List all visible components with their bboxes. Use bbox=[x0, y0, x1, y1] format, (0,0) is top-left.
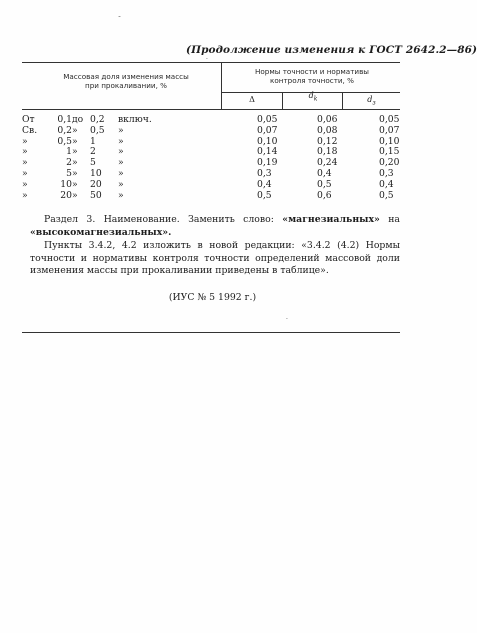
cell-delta: 0,05 bbox=[257, 114, 278, 125]
table-row bbox=[22, 158, 419, 169]
ius-note: (ИУС № 5 1992 г.) bbox=[168, 292, 257, 303]
cell-dz: 0,07 bbox=[379, 124, 400, 136]
cell-from: 0,2 bbox=[57, 124, 72, 136]
cell-dk: 0,5 bbox=[317, 178, 332, 190]
cell-from: 0,1 bbox=[57, 114, 72, 125]
cell-to: 0,2 bbox=[90, 114, 105, 125]
table-row bbox=[22, 115, 419, 126]
cell-delta: 0,3 bbox=[257, 167, 272, 179]
subheader-dz: $d_з$ bbox=[367, 95, 376, 107]
table-row bbox=[22, 126, 419, 137]
cell-delta: 0,10 bbox=[257, 135, 278, 147]
subheader-delta: Δ bbox=[249, 95, 255, 104]
cell-suffix: включ. bbox=[118, 114, 152, 125]
table-header-bottom-rule bbox=[22, 109, 400, 110]
cell-delta: 0,4 bbox=[257, 178, 272, 190]
table-row bbox=[22, 137, 419, 148]
cell-dz: 0,20 bbox=[379, 157, 400, 169]
cell-from: 2 bbox=[66, 157, 72, 169]
cell-delta: 0,07 bbox=[257, 124, 278, 136]
cell-prefix: » bbox=[22, 189, 28, 201]
cell-suffix: » bbox=[118, 157, 124, 169]
cell-suffix: » bbox=[118, 178, 124, 190]
cell-dk: 0,12 bbox=[317, 135, 338, 147]
cell-dk: 0,18 bbox=[317, 146, 338, 158]
scan-speck: ˘ bbox=[118, 16, 121, 23]
data-table bbox=[22, 115, 419, 201]
cell-dz: 0,10 bbox=[379, 135, 400, 147]
cell-dk: 0,6 bbox=[317, 189, 332, 201]
subheader-dk: $d_k$ bbox=[308, 91, 318, 103]
cell-conj: » bbox=[72, 178, 78, 190]
cell-conj: » bbox=[72, 167, 78, 179]
cell-dz: 0,4 bbox=[379, 178, 394, 190]
cell-dz: 0,05 bbox=[379, 114, 400, 125]
cell-prefix: От bbox=[22, 114, 35, 125]
cell-prefix: » bbox=[22, 157, 28, 169]
scan-speck: · bbox=[206, 56, 208, 63]
cell-to: 1 bbox=[90, 135, 96, 147]
cell-from: 10 bbox=[60, 178, 72, 190]
table-row bbox=[22, 180, 419, 191]
table-row bbox=[22, 147, 419, 158]
cell-conj: до bbox=[72, 114, 84, 125]
cell-delta: 0,5 bbox=[257, 189, 272, 201]
cell-suffix: » bbox=[118, 124, 124, 136]
cell-from: 5 bbox=[66, 167, 72, 179]
cell-conj: » bbox=[72, 189, 78, 201]
col-header-mass: Массовая доля изменения массы при прокаливании, % bbox=[63, 72, 189, 90]
cell-to: 2 bbox=[90, 146, 96, 158]
cell-suffix: » bbox=[118, 189, 124, 201]
cell-prefix: Св. bbox=[22, 124, 38, 136]
cell-prefix: » bbox=[22, 146, 28, 158]
cell-from: 20 bbox=[60, 189, 72, 201]
cell-suffix: » bbox=[118, 167, 124, 179]
cell-conj: » bbox=[72, 157, 78, 169]
page-header: (Продолжение изменения к ГОСТ 2642.2—86) bbox=[186, 44, 477, 56]
table-row bbox=[22, 191, 419, 202]
cell-to: 5 bbox=[90, 157, 96, 169]
cell-prefix: » bbox=[22, 167, 28, 179]
cell-delta: 0,19 bbox=[257, 157, 278, 169]
cell-dk: 0,24 bbox=[317, 157, 338, 169]
table-top-rule bbox=[22, 62, 400, 63]
cell-dk: 0,4 bbox=[317, 167, 332, 179]
cell-suffix: » bbox=[118, 135, 124, 147]
cell-from: 0,5 bbox=[57, 135, 72, 147]
cell-to: 20 bbox=[90, 178, 102, 190]
cell-dk: 0,06 bbox=[317, 114, 338, 125]
scan-speck: · bbox=[286, 316, 288, 323]
table-row bbox=[22, 169, 419, 180]
col-header-norms: Нормы точности и нормативы контроля точности, % bbox=[255, 67, 369, 85]
cell-prefix: » bbox=[22, 135, 28, 147]
cell-delta: 0,14 bbox=[257, 146, 278, 158]
cell-conj: » bbox=[72, 124, 78, 136]
cell-dk: 0,08 bbox=[317, 124, 338, 136]
cell-dz: 0,15 bbox=[379, 146, 400, 158]
cell-to: 0,5 bbox=[90, 124, 105, 136]
cell-to: 50 bbox=[90, 189, 102, 201]
cell-dz: 0,3 bbox=[379, 167, 394, 179]
page-bottom-rule bbox=[22, 332, 400, 333]
cell-from: 1 bbox=[66, 146, 72, 158]
cell-conj: » bbox=[72, 135, 78, 147]
cell-suffix: » bbox=[118, 146, 124, 158]
cell-dz: 0,5 bbox=[379, 189, 394, 201]
cell-to: 10 bbox=[90, 167, 102, 179]
cell-conj: » bbox=[72, 146, 78, 158]
section-3-paragraph: Раздел 3. Наименование. Заменить слово: «магнезиальных» на «высокомагнезиальных». bbox=[30, 214, 400, 238]
cell-prefix: » bbox=[22, 178, 28, 190]
clauses-paragraph: Пункты 3.4.2, 4.2 изложить в новой редакции: «3.4.2 (4.2) Нормы точности и нормативы контроля точности определений массовой доли изменения массы при прокаливании приведены в таблице». bbox=[30, 240, 400, 277]
